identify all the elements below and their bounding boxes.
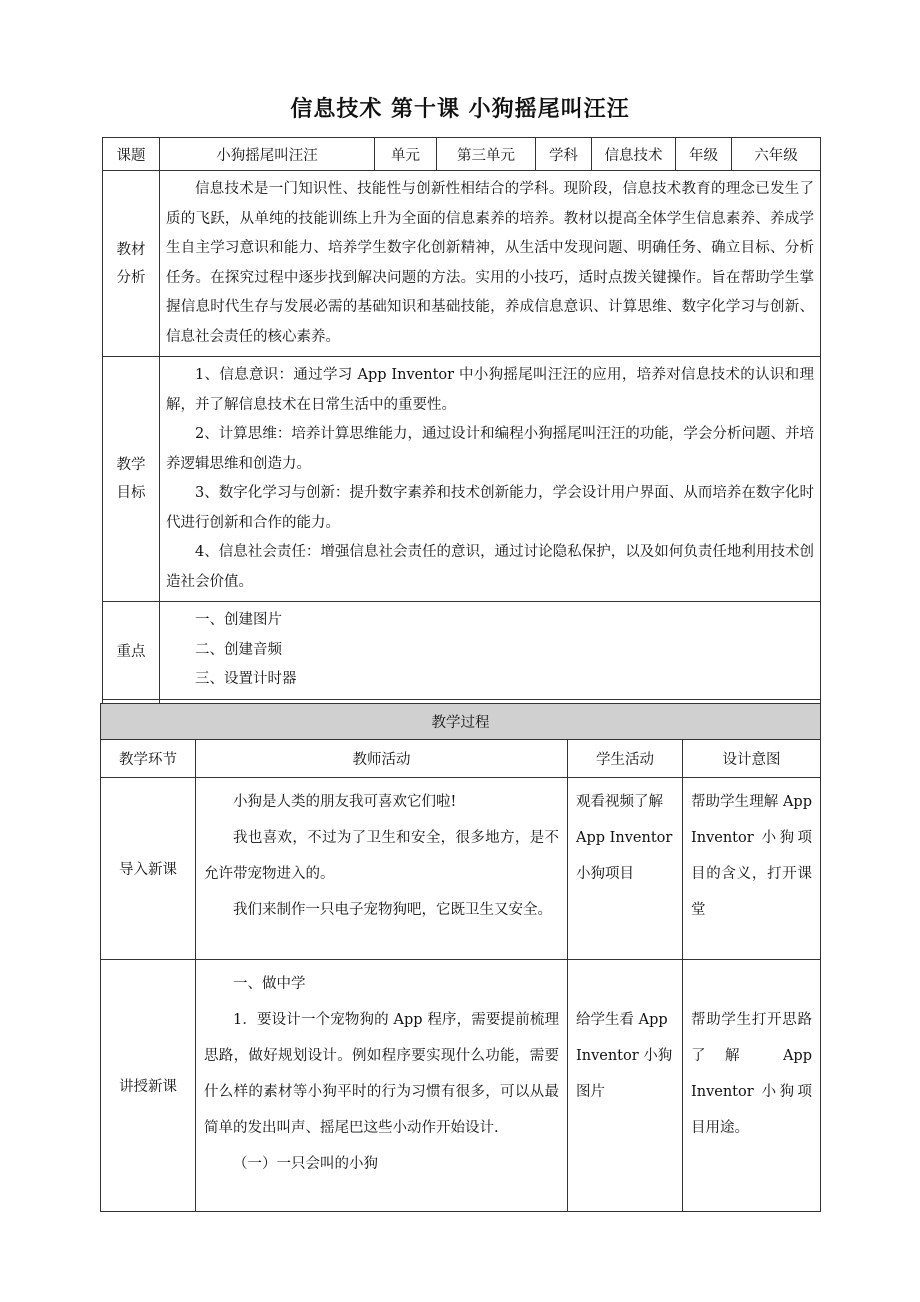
key-points-label: 重点 bbox=[103, 602, 160, 700]
key-point-item: 二、创建音频 bbox=[195, 641, 282, 658]
key-points-cell bbox=[160, 602, 821, 700]
teacher-paragraph: （一）一只会叫的小狗 bbox=[233, 1156, 378, 1172]
goal-item: 1、信息意识：通过学习 App Inventor 中小狗摇尾叫汪汪的应用，培养对信息技术的认识和理解，并了解信息技术在日常生活中的重要性。 bbox=[166, 367, 814, 413]
teacher-paragraph: 我们来制作一只电子宠物狗吧，它既卫生又安全。 bbox=[233, 902, 552, 918]
analysis-text-cell bbox=[160, 171, 821, 357]
column-header: 教学环节 bbox=[101, 740, 196, 778]
grade-label: 年级 bbox=[676, 138, 732, 171]
teacher-activity-cell bbox=[196, 778, 568, 960]
design-intent-cell bbox=[683, 960, 821, 1212]
key-point-item: 一、创建图片 bbox=[195, 612, 282, 628]
teacher-paragraph: 我也喜欢，不过为了卫生和安全，很多地方，是不允许带宠物进入的。 bbox=[204, 830, 559, 882]
column-header: 教师活动 bbox=[196, 740, 568, 778]
student-activity: 观看视频了解 App Inventor 小狗项目 bbox=[576, 794, 673, 882]
page-title: 信息技术 第十课 小狗摇尾叫汪汪 bbox=[290, 97, 630, 122]
student-activity-cell bbox=[568, 960, 683, 1212]
teacher-activity-cell bbox=[196, 960, 568, 1212]
student-activity-cell bbox=[568, 778, 683, 960]
column-header: 设计意图 bbox=[683, 740, 821, 778]
stage-cell: 导入新课 bbox=[101, 778, 196, 960]
process-header: 教学过程 bbox=[101, 704, 821, 740]
unit-value: 第三单元 bbox=[437, 138, 536, 171]
design-intent: 帮助学生理解 App Inventor 小狗项目的含义，打开课堂 bbox=[691, 794, 812, 918]
student-activity: 给学生看 App Inventor 小狗图片 bbox=[576, 1012, 673, 1100]
goal-item: 2、计算思维：培养计算思维能力，通过设计和编程小狗摇尾叫汪汪的功能，学会分析问题、并培养逻辑思维和创造力。 bbox=[166, 426, 814, 472]
topic-value: 小狗摇尾叫汪汪 bbox=[160, 138, 375, 171]
subject-value: 信息技术 bbox=[592, 138, 676, 171]
goals-cell bbox=[160, 357, 821, 602]
teacher-paragraph: 一、做中学 bbox=[233, 976, 306, 992]
goal-item: 3、数字化学习与创新：提升数字素养和技术创新能力，学会设计用户界面、从而培养在数字化时代进行创新和合作的能力。 bbox=[166, 485, 814, 531]
stage-cell: 讲授新课 bbox=[101, 960, 196, 1212]
topic-label: 课题 bbox=[103, 138, 160, 171]
teaching-process-table bbox=[100, 703, 821, 1212]
subject-label: 学科 bbox=[536, 138, 592, 171]
lesson-info-table bbox=[102, 137, 821, 730]
analysis-label: 教材 分析 bbox=[103, 171, 160, 357]
teacher-paragraph: 小狗是人类的朋友我可喜欢它们啦! bbox=[233, 794, 457, 810]
key-point-item: 三、设置计时器 bbox=[195, 671, 297, 687]
design-intent-cell bbox=[683, 778, 821, 960]
design-intent: 帮助学生打开思路 了解 App Inventor 小狗项目用途。 bbox=[691, 1012, 812, 1136]
analysis-text: 信息技术是一门知识性、技能性与创新性相结合的学科。现阶段，信息技术教育的理念已发生了质的飞跃，从单纯的技能训练上升为全面的信息素养的培养。教材以提高全体学生信息素养、养成学生自主学习意识和能力、培养学生数字化创新精神，从生活中发现问题、明确任务、确立目标、分析任务。在探究过程中逐步找到解决问题的方法。实用的小技巧，适时点拨关键操作。旨在帮助学生掌握信息时代生存与发展必需的基础知识和基础技能，养成信息意识、计算思维、数字化学习与创新、信息社会责任的核心素养。 bbox=[166, 181, 814, 345]
teacher-paragraph: 1．要设计一个宠物狗的 App 程序，需要提前梳理思路，做好规划设计。例如程序要实现什么功能，需要什么样的素材等小狗平时的行为习惯有很多，可以从最简单的发出叫声、摇尾巴这些小动作开始设计. bbox=[204, 1012, 559, 1136]
column-header: 学生活动 bbox=[568, 740, 683, 778]
grade-value: 六年级 bbox=[732, 138, 821, 171]
goal-item: 4、信息社会责任：增强信息社会责任的意识，通过讨论隐私保护，以及如何负责任地利用技术创造社会价值。 bbox=[166, 544, 814, 590]
goals-label: 教学 目标 bbox=[103, 357, 160, 602]
unit-label: 单元 bbox=[375, 138, 437, 171]
